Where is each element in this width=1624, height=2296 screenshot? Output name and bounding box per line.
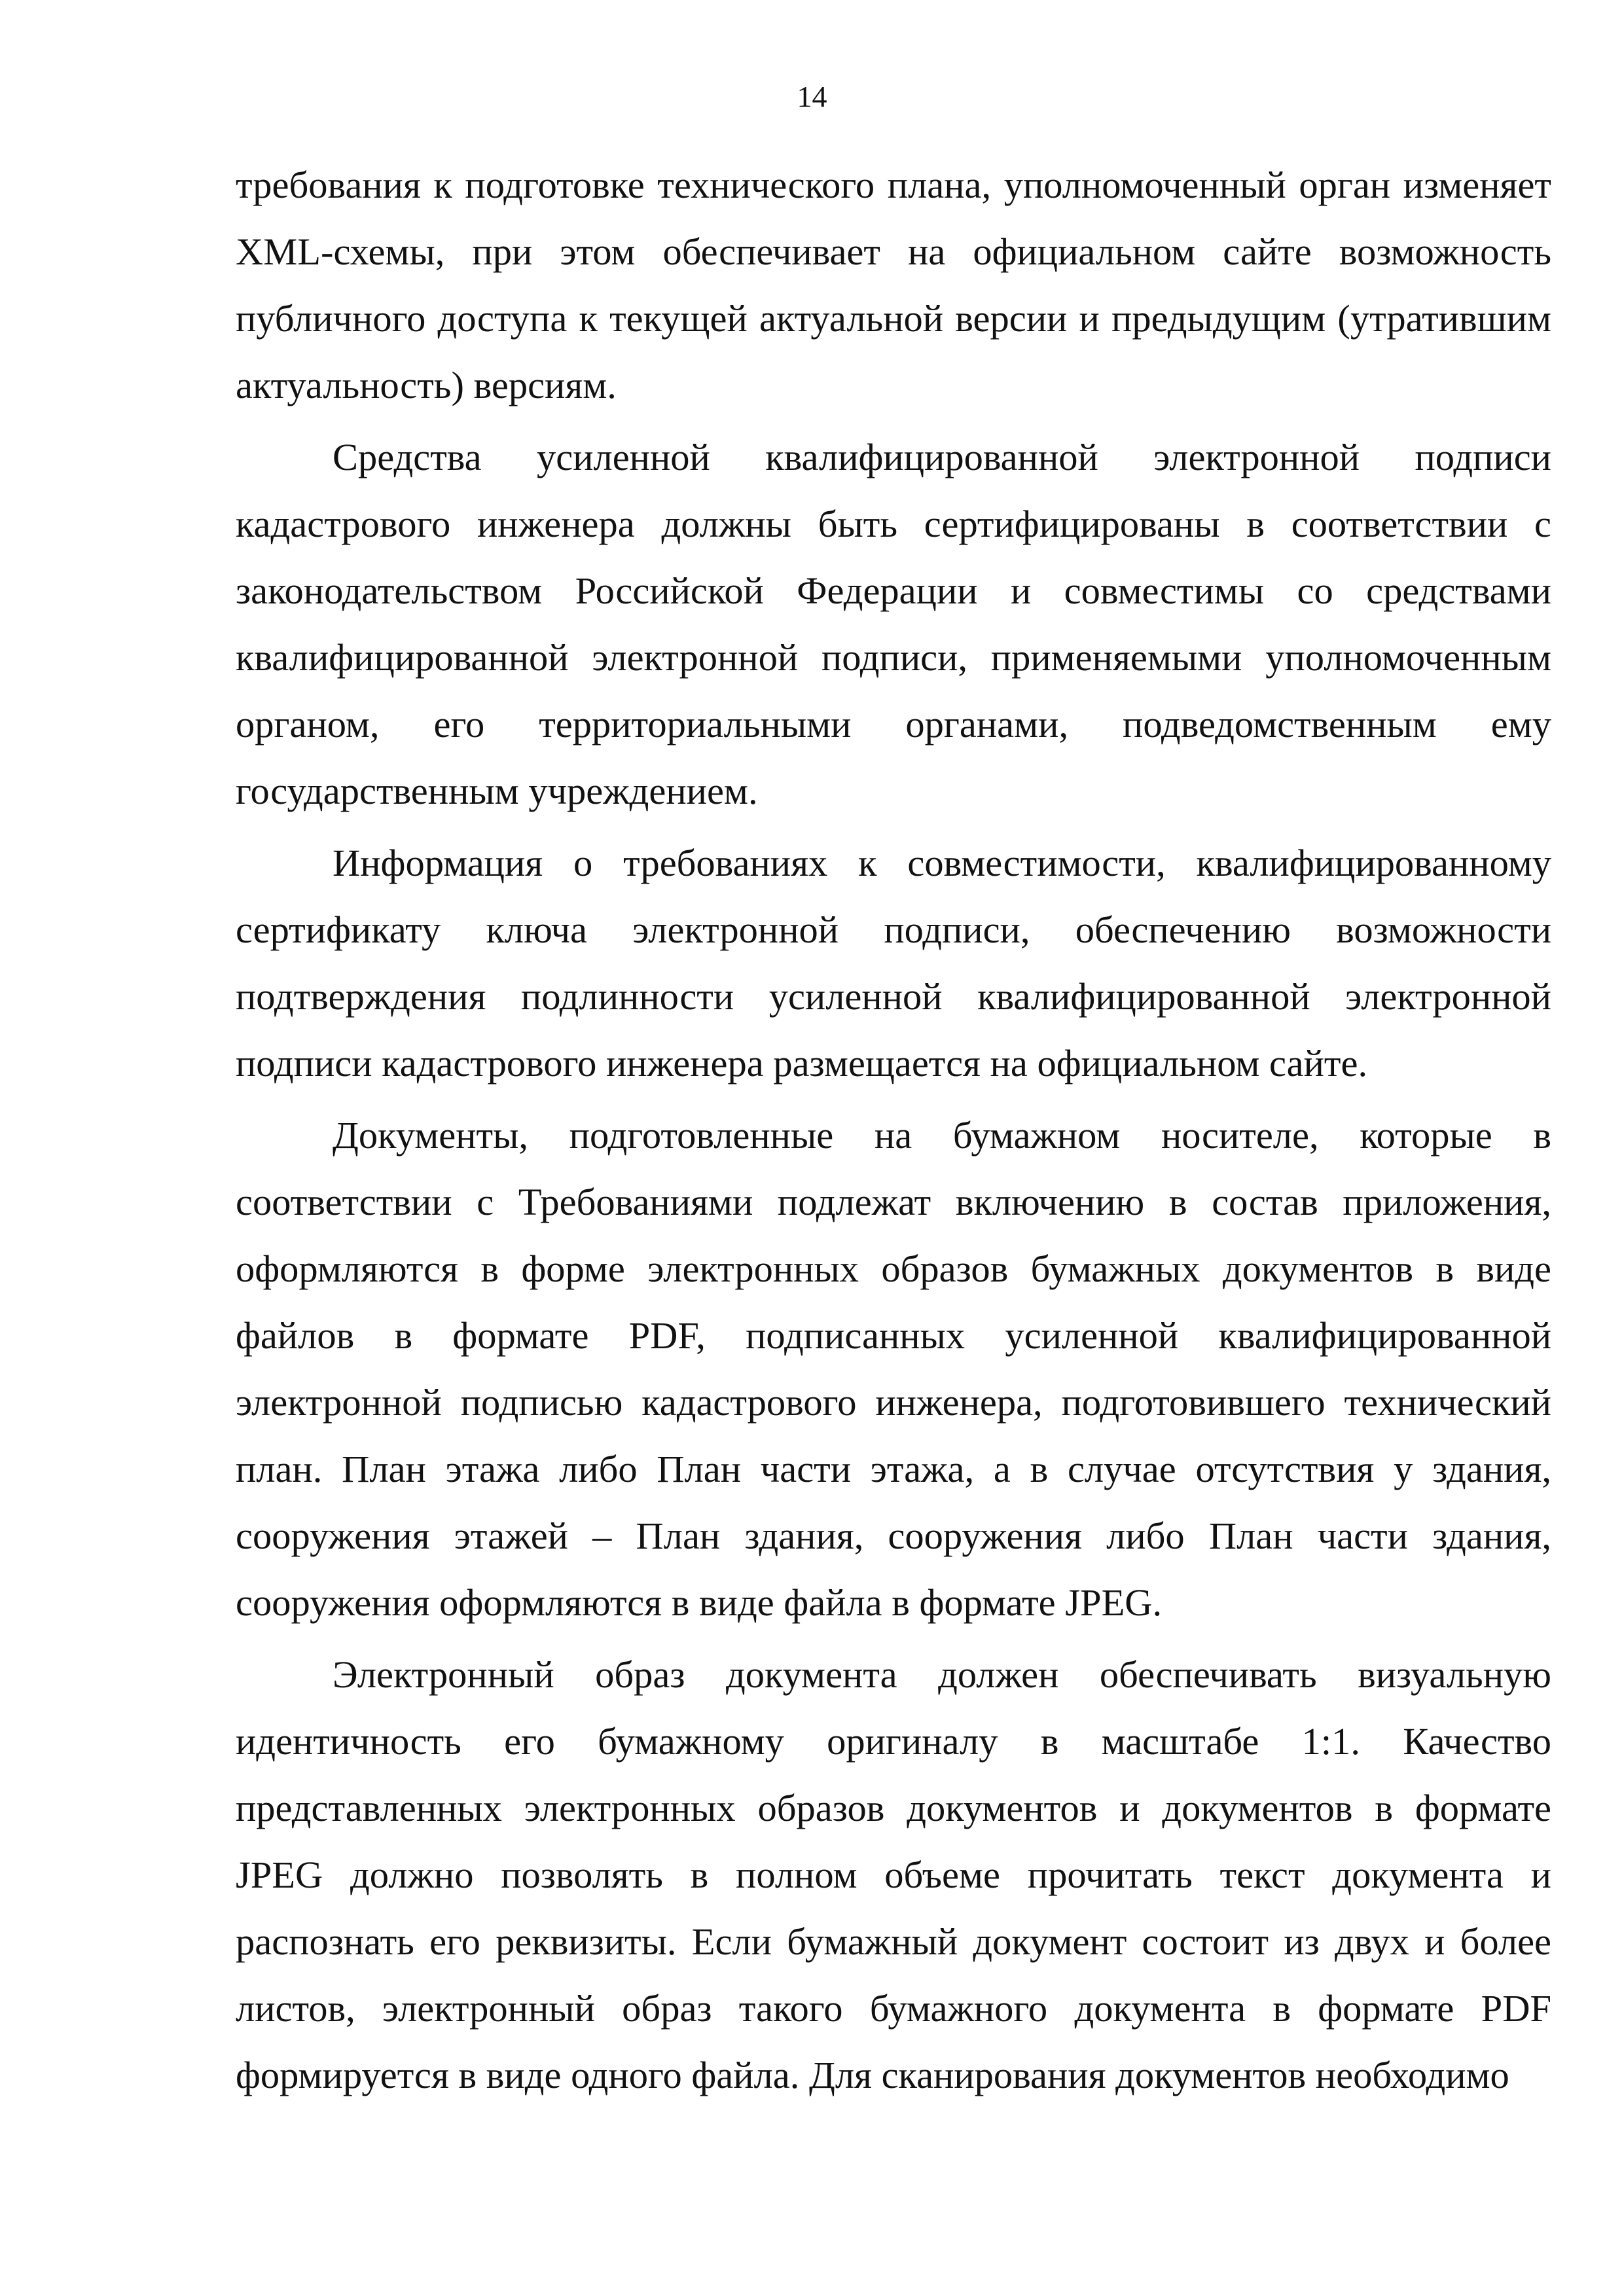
page-number: 14 [797,80,827,113]
paragraph-signature-tools: Средства усиленной квалифицированной электронной подписи кадастрового инженера должны быть сертифицированы в соответствии с законодательством Российской Федерации и совместимы со средствами квалифицированной электронной подписи, применяемыми уполномоченным органом, его территориальными органами, подведомственным ему государственным учреждением. [236,436,1551,812]
paragraph-continuation: требования к подготовке технического плана, уполномоченный орган изменяет XML-схемы, при этом обеспечивает на официальном сайте возможность публичного доступа к текущей актуальной версии и предыдущим (утратившим актуальность) версиям. [236,164,1551,406]
paragraph-electronic-image: Электронный образ документа должен обеспечивать визуальную идентичность его бумажному оригиналу в масштабе 1:1. Качество представленных электронных образов документов и документов в формате JPEG должно позволять в полном объеме прочитать текст документа и распознать его реквизиты. Если бумажный документ состоит из двух и более листов, электронный образ такого бумажного документа в формате PDF формируется в виде одного файла. Для сканирования документов необходимо [236,1653,1551,2096]
document-body [236,152,1551,2109]
paragraph-compatibility-info: Информация о требованиях к совместимости, квалифицированному сертификату ключа электронной подписи, обеспечению возможности подтверждения подлинности усиленной квалифицированной электронной подписи кадастрового инженера размещается на официальном сайте. [236,842,1551,1085]
paragraph-paper-documents: Документы, подготовленные на бумажном носителе, которые в соответствии с Требованиями подлежат включению в состав приложения, оформляются в форме электронных образов бумажных документов в виде файлов в формате PDF, подписанных усиленной квалифицированной электронной подписью кадастрового инженера, подготовившего технический план. План этажа либо План части этажа, а в случае отсутствия у здания, сооружения этажей – План здания, сооружения либо План части здания, сооружения оформляются в виде файла в формате JPEG. [236,1114,1551,1624]
